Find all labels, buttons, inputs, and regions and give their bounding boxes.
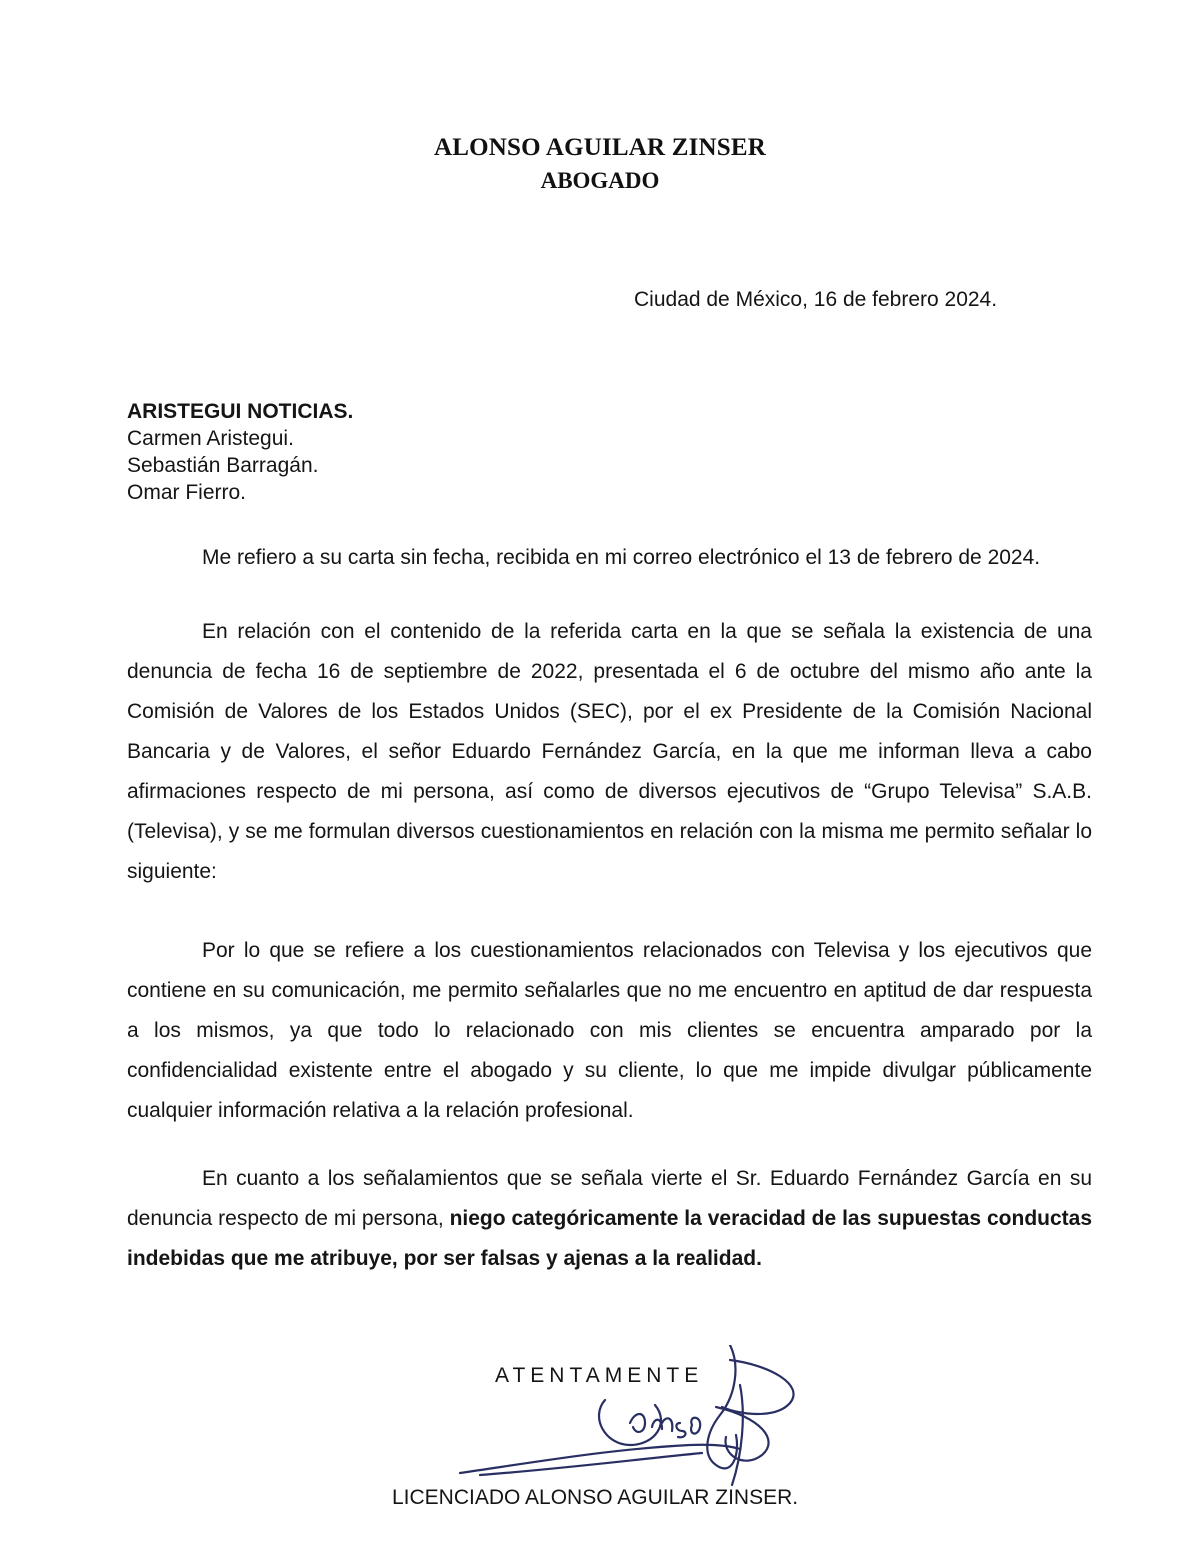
body-paragraph-1: Me refiero a su carta sin fecha, recibida en mi correo electrónico el 13 de febrero de 2024. — [202, 546, 1041, 569]
body-paragraph-2: En relación con el contenido de la referida carta en la que se señala la existencia de una denuncia de fecha 16 de septiembre de 2022, presentada el 6 de octubre del mismo año ante la Comisión de Valores de los Estados Unidos (SEC), por el ex Presidente de la Comisión Nacional Bancaria y de Valores, el señor Eduardo Fernández García, en la que me informan lleva a cabo afirmaciones respecto de mi persona, así como de diversos ejecutivos de “Grupo Televisa” S.A.B. (Televisa), y se me formulan diversos cuestionamientos en relación con la misma me permito señalar lo siguiente: — [127, 620, 1092, 883]
addressee-block — [127, 398, 353, 506]
addressee-recipient: Sebastián Barragán. — [127, 454, 319, 477]
paragraph-4-text: En cuanto a los señalamientos que se señala vierte el Sr. Eduardo Fernández García en su denuncia respecto de mi persona, — [127, 1167, 1092, 1230]
handwritten-signature — [440, 1345, 820, 1495]
letterhead-name: ALONSO AGUILAR ZINSER — [433, 134, 767, 161]
letterhead-title: ABOGADO — [540, 168, 660, 193]
paragraph-4-bold-statement: niego categóricamente la veracidad de las supuestas conductas indebidas que me atribuye, por ser falsas y ajenas a la realidad. — [127, 1207, 1093, 1270]
body-paragraph-4 — [127, 1159, 1092, 1279]
addressee-recipient: Carmen Aristegui. — [127, 427, 294, 450]
closing-salutation: ATENTAMENTE — [495, 1364, 704, 1387]
addressee-organization: ARISTEGUI NOTICIAS. — [127, 400, 354, 423]
addressee-recipient: Omar Fierro. — [127, 481, 247, 504]
body-paragraph-3: Por lo que se refiere a los cuestionamientos relacionados con Televisa y los ejecutivos que contiene en su comunicación, me permito señalarles que no me encuentro en aptitud de dar respuesta a los mismos, ya que todo lo relacionado con mis clientes se encuentra amparado por la confidencialidad existente entre el abogado y su cliente, lo que me impide divulgar públicamente cualquier información relativa a la relación profesional. — [127, 939, 1092, 1122]
dateline: Ciudad de México, 16 de febrero 2024. — [634, 288, 998, 311]
signer-name: LICENCIADO ALONSO AGUILAR ZINSER. — [392, 1486, 799, 1509]
